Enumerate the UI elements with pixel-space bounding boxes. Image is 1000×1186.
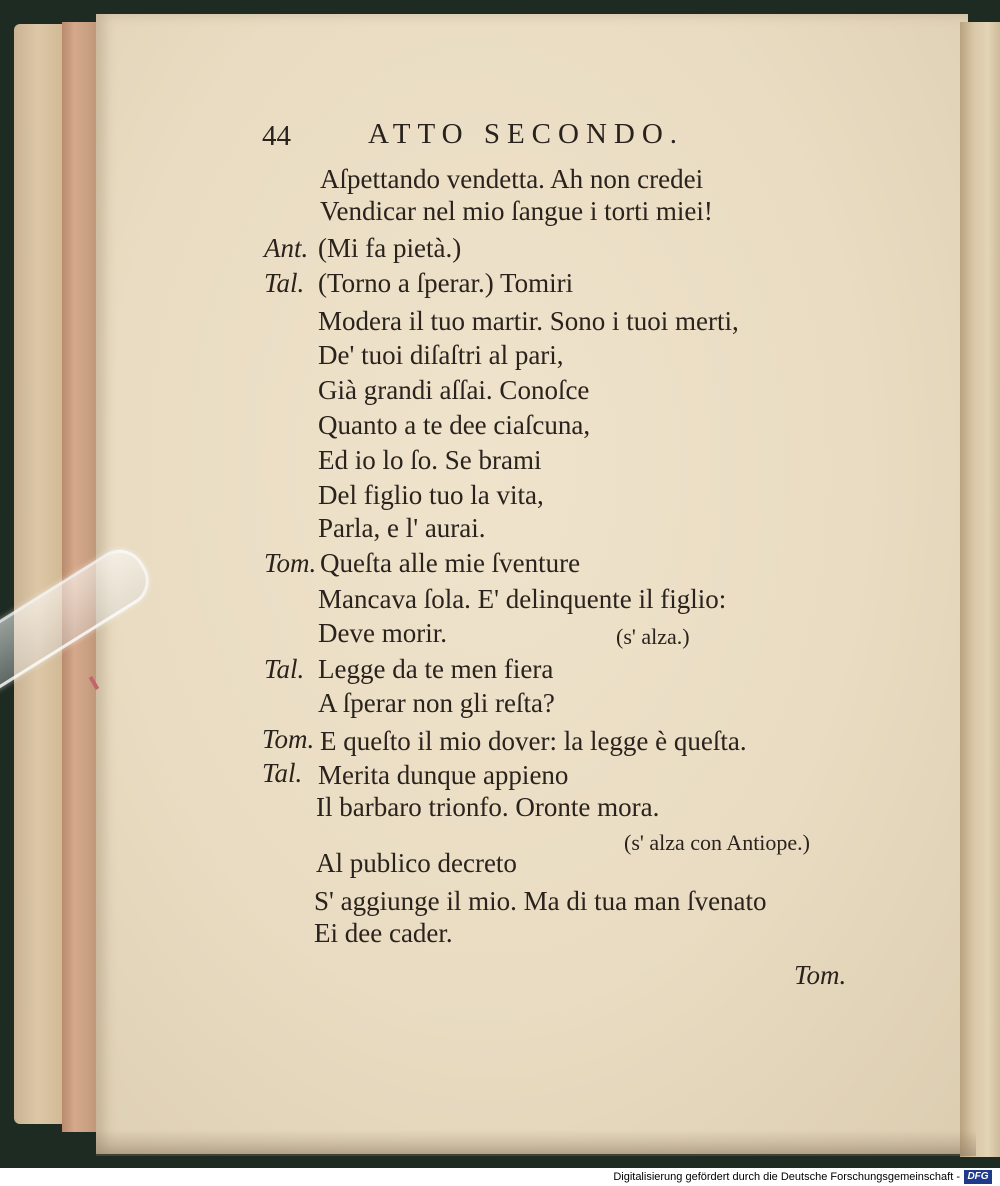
- verse-line: Modera il tuo martir. Sono i tuoi merti,: [318, 306, 739, 336]
- page-shadow: [96, 1130, 976, 1156]
- speaker-label: Ant.: [264, 233, 309, 263]
- facing-page-edge: [960, 22, 1000, 1157]
- running-title: ATTO SECONDO.: [368, 118, 685, 150]
- page-number: 44: [262, 120, 291, 152]
- speaker-label: Tal.: [264, 654, 305, 684]
- verse-line: Parla, e l' aurai.: [318, 513, 486, 543]
- verse-line: Il barbaro trionfo. Oronte mora.: [316, 792, 660, 822]
- verse-line: (Mi fa pietà.): [318, 233, 462, 263]
- verse-line: (Torno a ſperar.) Tomiri: [318, 268, 574, 298]
- verse-line: De' tuoi diſaſtri al pari,: [318, 340, 564, 370]
- verse-line: Legge da te men fiera: [318, 654, 554, 684]
- speaker-label: Tom.: [264, 548, 317, 578]
- catchword: Tom.: [794, 960, 847, 990]
- verse-line: Ei dee cader.: [314, 918, 453, 948]
- stage-direction: (s' alza.): [616, 624, 690, 649]
- dfg-logo: DFG: [964, 1170, 992, 1184]
- verse-line: Già grandi aſſai. Conoſce: [318, 375, 590, 405]
- verse-line: Vendicar nel mio ſangue i torti miei!: [320, 196, 713, 226]
- verse-line: Deve morir.: [318, 618, 447, 648]
- verse-line: Mancava ſola. E' delinquente il figlio:: [318, 584, 727, 614]
- verse-line: A ſperar non gli reſta?: [318, 688, 555, 718]
- verse-line: Aſpettando vendetta. Ah non credei: [320, 164, 704, 194]
- verse-line: Al publico decreto: [316, 848, 517, 878]
- speaker-label: Tom.: [262, 724, 315, 754]
- verse-line: Ed io lo ſo. Se brami: [318, 445, 542, 475]
- verse-line: E queſto il mio dover: la legge è queſta.: [320, 726, 747, 756]
- verse-line: S' aggiunge il mio. Ma di tua man ſvenato: [314, 886, 767, 916]
- verse-line: Del figlio tuo la vita,: [318, 480, 544, 510]
- speaker-label: Tal.: [262, 758, 303, 788]
- digitization-credit: Digitalisierung gefördert durch die Deutsche Forschungsgemeinschaft -: [613, 1171, 960, 1183]
- verse-line: Merita dunque appieno: [318, 760, 569, 790]
- verse-line: Quanto a te dee ciaſcuna,: [318, 410, 591, 440]
- stage-direction: (s' alza con Antiope.): [624, 830, 811, 855]
- speaker-label: Tal.: [264, 268, 305, 298]
- verse-line: Queſta alle mie ſventure: [320, 548, 581, 578]
